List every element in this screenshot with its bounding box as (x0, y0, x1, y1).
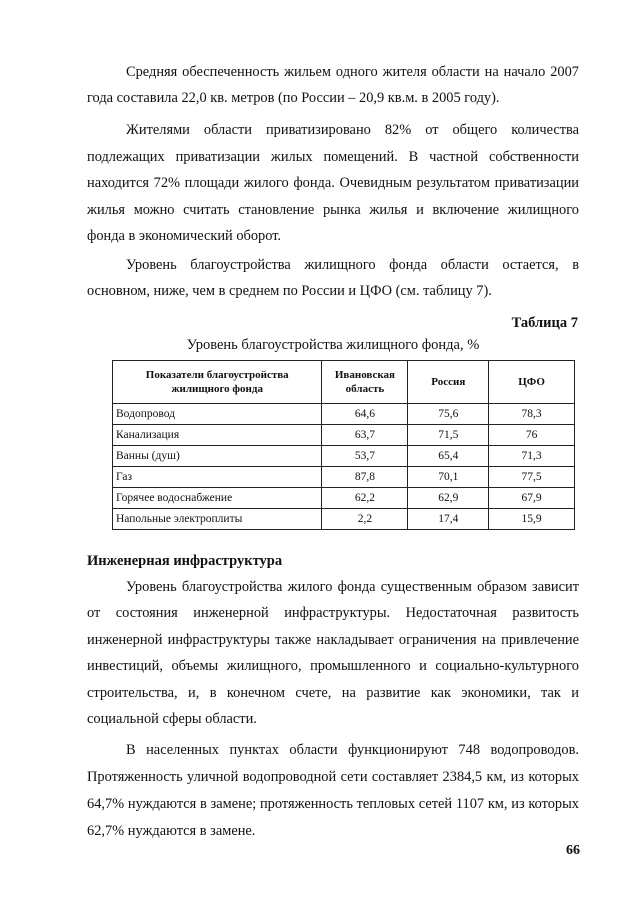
improvement-table (112, 360, 575, 530)
cell-russia: 65,4 (408, 446, 489, 467)
paragraph-water-supply: В населенных пунктах области функционируют 748 водопроводов. Протяженность уличной водопроводной сети составляет 2384,5 км, из которых 64,7% нуждаются в замене; протяженность тепловых сетей 1107 км, из которых 62,7% нуждаются в замене. (87, 742, 579, 839)
section-heading: Инженерная инфраструктура (87, 553, 283, 569)
table-number: Таблица 7 (511, 315, 578, 331)
cell-ivanovo: 87,8 (322, 467, 408, 488)
table-row (113, 467, 575, 488)
header-ivanovo: Ивановская область (322, 361, 408, 404)
cell-ivanovo: 53,7 (322, 446, 408, 467)
cell-cfd: 78,3 (489, 404, 575, 425)
row-label: Ванны (душ) (113, 446, 322, 467)
row-label: Водопровод (113, 404, 322, 425)
paragraph-privatization: Жителями области приватизировано 82% от общего количества подлежащих приватизации жилых помещений. В частной собственности находится 72% площади жилого фонда. Очевидным результатом приватизации жилья можно считать становление рынка жилья и включение жилищного фонда в экономический оборот. (87, 122, 579, 245)
cell-ivanovo: 63,7 (322, 425, 408, 446)
cell-russia: 71,5 (408, 425, 489, 446)
cell-russia: 75,6 (408, 404, 489, 425)
paragraph-infrastructure: Уровень благоустройства жилого фонда существенным образом зависит от состояния инженерной инфраструктуры. Недостаточная развитость инженерной инфраструктуры также накладывает ограничения на привлечение инвестиций, объемы жилищного, промышленного и социально-культурного строительства, и, в конечном счете, на развитие как экономики, так и социальной сферы области. (87, 579, 579, 728)
cell-ivanovo: 64,6 (322, 404, 408, 425)
row-label: Канализация (113, 425, 322, 446)
table-row (113, 446, 575, 467)
row-label: Напольные электроплиты (113, 509, 322, 530)
header-indicator: Показатели благоустройства жилищного фонда (113, 361, 322, 404)
table-row (113, 488, 575, 509)
table-row (113, 425, 575, 446)
cell-cfd: 76 (489, 425, 575, 446)
cell-russia: 62,9 (408, 488, 489, 509)
cell-russia: 70,1 (408, 467, 489, 488)
cell-ivanovo: 62,2 (322, 488, 408, 509)
table-title: Уровень благоустройства жилищного фонда, % (186, 337, 480, 353)
header-cfd: ЦФО (489, 361, 575, 404)
cell-ivanovo: 2,2 (322, 509, 408, 530)
cell-russia: 17,4 (408, 509, 489, 530)
row-label: Горячее водоснабжение (113, 488, 322, 509)
table-header-row (113, 361, 575, 404)
table-row (113, 404, 575, 425)
cell-cfd: 67,9 (489, 488, 575, 509)
table-row (113, 509, 575, 530)
cell-cfd: 77,5 (489, 467, 575, 488)
row-label: Газ (113, 467, 322, 488)
header-russia: Россия (408, 361, 489, 404)
cell-cfd: 71,3 (489, 446, 575, 467)
paragraph-improvement-level: Уровень благоустройства жилищного фонда области остается, в основном, ниже, чем в среднем по России и ЦФО (см. таблицу 7). (87, 257, 579, 299)
paragraph-housing-per-capita: Средняя обеспеченность жильем одного жителя области на начало 2007 года составила 22,0 кв. метров (по России – 20,9 кв.м. в 2005 году). (87, 64, 579, 106)
cell-cfd: 15,9 (489, 509, 575, 530)
page-number: 66 (566, 843, 580, 858)
